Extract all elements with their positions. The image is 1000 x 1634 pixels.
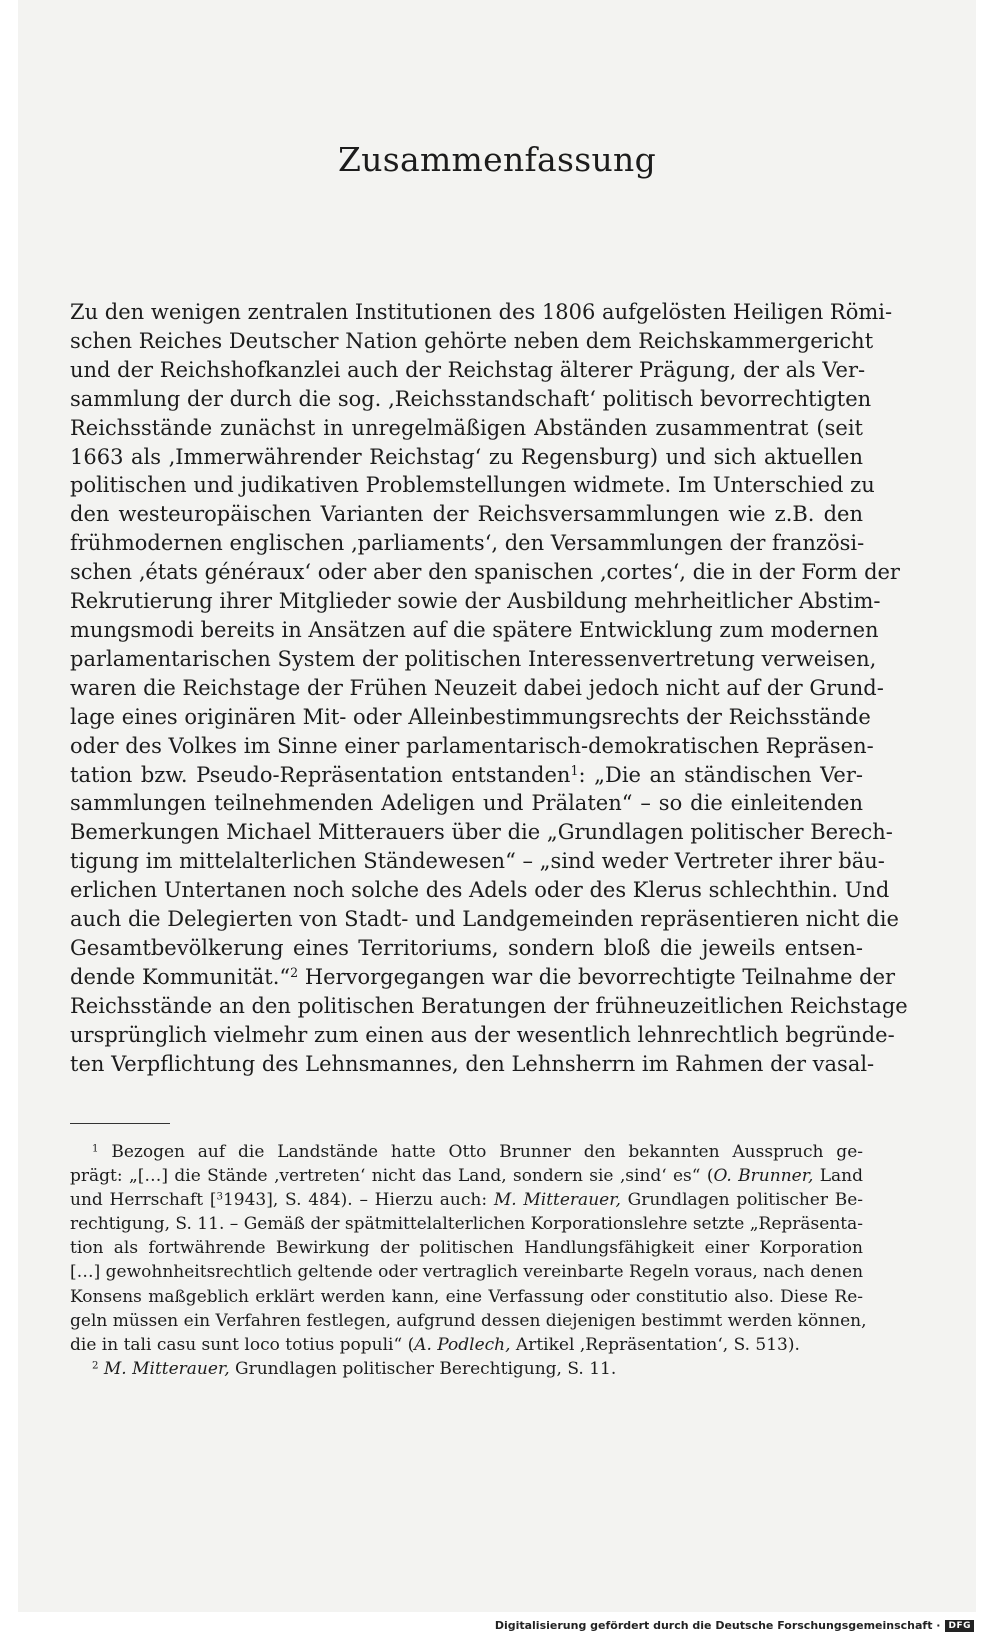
footnote-author: O. Brunner,: [713, 1166, 814, 1187]
body-text-segment: tation bzw. Pseudo-Repräsentation entstanden: [70, 762, 571, 787]
footnote-line: rechtigung, S. 11. – Gemäß der spätmittelalterlichen Korporationslehre setzte „Repräsenta-: [70, 1214, 863, 1235]
footnote-author: A. Podlech,: [414, 1334, 511, 1355]
page-title: Zusammenfassung: [337, 140, 657, 179]
body-line: ursprünglich vielmehr zum einen aus der wesentlich lehnrechtlich begründe-: [70, 1022, 895, 1047]
footnote-line: […] gewohnheitsrechtlich geltende oder vertraglich vereinbarte Regeln voraus, nach denen: [70, 1262, 864, 1283]
body-line: parlamentarischen System der politischen Interessenvertretung verweisen,: [70, 646, 877, 671]
digitization-credit: [495, 1619, 974, 1632]
footnote-author: M. Mitterauer,: [103, 1358, 230, 1379]
body-line: und der Reichshofkanzlei auch der Reichstag älterer Prägung, der als Ver-: [70, 357, 866, 382]
body-line: lage eines originären Mit- oder Alleinbestimmungsrechts der Reichsstände: [70, 704, 871, 729]
footnote-text: Artikel ‚Repräsentation‘, S. 513).: [510, 1334, 800, 1355]
book-page: [18, 0, 976, 1612]
footnote-text: die in tali casu sunt loco totius populi“ (: [70, 1334, 415, 1355]
body-line: tigung im mittelalterlichen Ständewesen“ – „sind weder Vertreter ihrer bäu-: [70, 849, 885, 874]
body-line: Rekrutierung ihrer Mitglieder sowie der Ausbildung mehrheitlicher Abstim-: [70, 589, 881, 614]
body-paragraph: [70, 298, 908, 1078]
body-line: Gesamtbevölkerung eines Territoriums, sondern bloß die jeweils entsen-: [70, 935, 863, 960]
body-line: sammlung der durch die sog. ‚Reichsstandschaft‘ politisch bevorrechtigten: [70, 386, 872, 411]
body-line: Bemerkungen Michael Mitterauers über die „Grundlagen politischer Berech-: [70, 820, 893, 845]
footnote-line: Konsens maßgeblich erklärt werden kann, eine Verfassung oder constitutio also. Diese Re-: [70, 1286, 863, 1307]
footnote-ref-1[interactable]: 1: [570, 762, 579, 778]
dfg-logo: DFG: [945, 1620, 974, 1632]
body-line: 1663 als ‚Immerwährender Reichstag‘ zu Regensburg) und sich aktuellen: [70, 444, 863, 469]
footnote-line: tion als fortwährende Bewirkung der politischen Handlungsfähigkeit einer Korporation: [70, 1238, 863, 1259]
body-line: politischen und judikativen Problemstellungen widmete. Im Unterschied zu: [70, 473, 875, 498]
body-line: Reichsstände an den politischen Beratungen der frühneuzeitlichen Reichstage: [70, 993, 908, 1018]
footnote-author: M. Mitterauer,: [493, 1190, 621, 1211]
body-line: [70, 761, 863, 790]
body-line: Reichsstände zunächst in unregelmäßigen Abständen zusammentrat (seit: [70, 415, 863, 440]
body-line: waren die Reichstage der Frühen Neuzeit dabei jedoch nicht auf der Grund-: [70, 675, 884, 700]
footnotes: [70, 1140, 867, 1381]
footnote-line: [70, 1333, 863, 1357]
body-line: ten Verpflichtung des Lehnsmannes, den Lehnsherrn im Rahmen der vasal-: [70, 1051, 875, 1076]
footnote-line: [70, 1140, 863, 1164]
edition-superscript: 3: [216, 1191, 223, 1203]
body-line: auch die Delegierten von Stadt- und Landgemeinden repräsentieren nicht die: [70, 907, 899, 932]
body-text-segment: dende Kommunität.“: [70, 964, 291, 989]
footnote-marker: 1: [92, 1143, 99, 1155]
body-line: mungsmodi bereits in Ansätzen auf die spätere Entwicklung zum modernen: [70, 617, 879, 642]
body-line: sammlungen teilnehmenden Adeligen und Prälaten“ – so die einleitenden: [70, 791, 863, 816]
footnote-text: Grundlagen politischer Be-: [620, 1190, 863, 1211]
footnote-ref-2[interactable]: 2: [290, 964, 299, 980]
body-line: den westeuropäischen Varianten der Reichsversammlungen wie z.B. den: [70, 502, 863, 527]
footnote-text: und Herrschaft [: [70, 1190, 217, 1211]
footnote-text: Bezogen auf die Landstände hatte Otto Brunner den bekannten Ausspruch ge-: [111, 1142, 863, 1162]
footnote-text: Grundlagen politischer Berechtigung, S. 11.: [229, 1358, 617, 1379]
footnote-divider: [70, 1123, 170, 1124]
footnote-text: 1943], S. 484). – Hierzu auch:: [222, 1190, 494, 1211]
footnote-marker: 2: [92, 1360, 99, 1372]
footnote-line: geln müssen ein Verfahren festlegen, aufgrund dessen diejenigen bestimmt werden können,: [70, 1310, 867, 1331]
body-text-segment: Hervorgegangen war die bevorrechtigte Teilnahme der: [298, 964, 896, 989]
body-line: schen ‚états généraux‘ oder aber den spanischen ‚cortes‘, die in der Form der: [70, 560, 900, 585]
body-line: Zu den wenigen zentralen Institutionen des 1806 aufgelösten Heiligen Römi-: [70, 300, 893, 324]
footnote-line: [70, 1164, 863, 1188]
body-line: frühmodernen englischen ‚parliaments‘, den Versammlungen der französi-: [70, 531, 865, 556]
body-line: erlichen Untertanen noch solche des Adels oder des Klerus schlechthin. Und: [70, 878, 890, 903]
body-text-segment: : „Die an ständischen Ver-: [578, 762, 863, 787]
footnote-line: [70, 1188, 863, 1212]
body-line: schen Reiches Deutscher Nation gehörte neben dem Reichskammergericht: [70, 328, 874, 353]
body-line: [70, 963, 896, 992]
footnote-text: Land: [813, 1166, 863, 1187]
footnote-line: [70, 1357, 863, 1381]
body-line: oder des Volkes im Sinne einer parlamentarisch-demokratischen Repräsen-: [70, 733, 874, 758]
footnote-1: [70, 1140, 867, 1357]
footnote-2: [70, 1357, 863, 1381]
credit-text: Digitalisierung gefördert durch die Deutsche Forschungsgemeinschaft ·: [494, 1619, 941, 1632]
footnote-text: prägt: „[…] die Stände ‚vertreten‘ nicht das Land, sondern sie ‚sind‘ es“ (: [70, 1166, 714, 1187]
